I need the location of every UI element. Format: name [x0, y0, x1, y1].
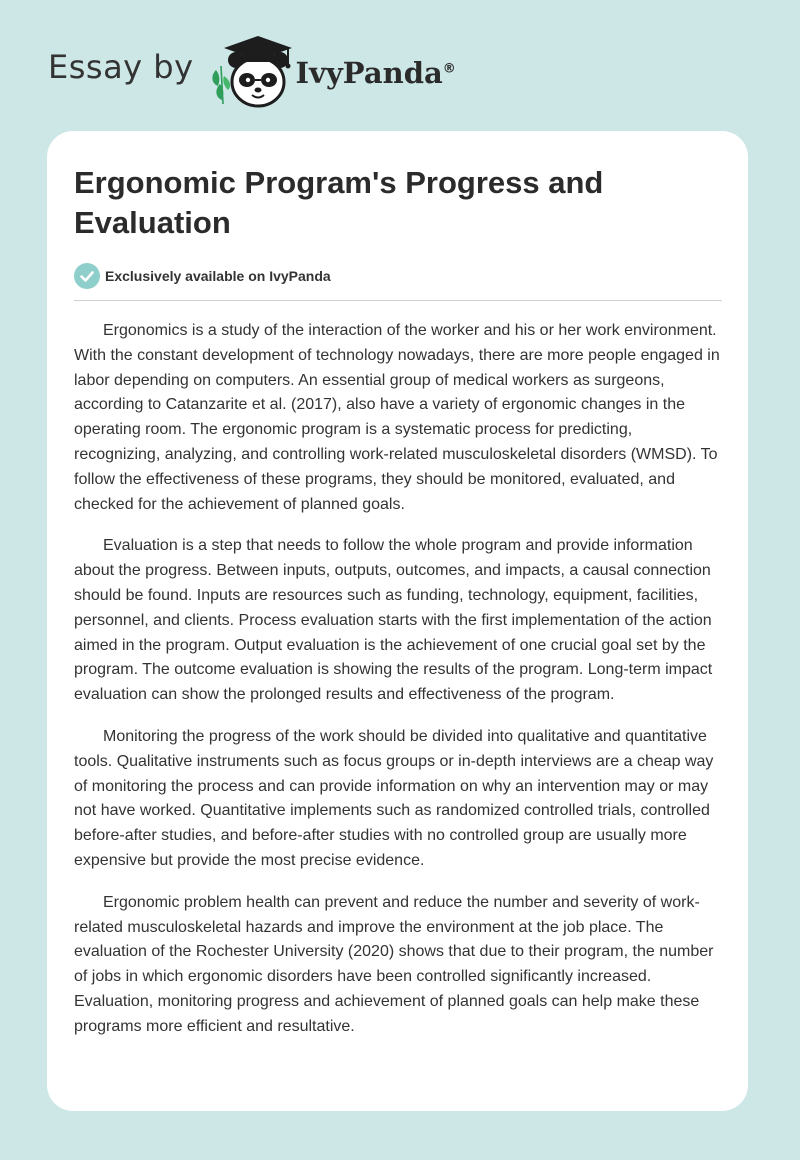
article-card [47, 131, 748, 1111]
paragraph: Ergonomic problem health can prevent and reduce the number and severity of work-related musculoskeletal hazards and improve the environment at the job place. The evaluation of the Rochester University (2020) shows that due to their program, the number of jobs in which ergonomic disorders have been controlled significantly increased. Evaluation, monitoring progress and achievement of planned goals can help make these programs more efficient and resultative. [74, 893, 714, 1035]
article-title: Ergonomic Program's Progress and Evaluation [74, 165, 604, 240]
checkmark-circle-icon [74, 263, 100, 289]
divider [74, 300, 722, 301]
article-body [74, 319, 722, 1040]
exclusive-badge-label: Exclusively available on IvyPanda [105, 268, 331, 284]
essay-by-label: Essay by [48, 48, 194, 86]
panda-logo-icon[interactable] [206, 30, 298, 110]
paragraph: Evaluation is a step that needs to follow the whole program and provide information about the progress. Between inputs, outputs, outcomes, and impacts, a causal connection should be found. Inputs are resources such as funding, technology, equipment, facilities, personnel, and clients. Process evaluation starts with the first implementation of the action aimed in the program. Output evaluation is the achievement of one crucial goal set by the program. The outcome evaluation is showing the results of the program. Long-term impact evaluation can show the prolonged results and effectiveness of the program. [74, 537, 713, 704]
brand-name[interactable] [296, 56, 456, 90]
site-header [48, 30, 456, 110]
exclusive-badge [74, 263, 722, 289]
brand-name-text: IvyPanda [295, 56, 443, 90]
paragraph: Monitoring the progress of the work should be divided into qualitative and quantitative tools. Qualitative instruments such as focus groups or in-depth interviews are a cheap way of monitoring the process and can provide information on why an intervention may or may not have worked. Quantitative implements such as randomized controlled trials, controlled before-after studies, and before-after studies with no controlled group are usually more expensive but provide the most precise evidence. [74, 727, 714, 869]
paragraph: Ergonomics is a study of the interaction of the worker and his or her work environment. With the constant development of technology nowadays, there are more people engaged in labor depending on computers. An essential group of medical workers as surgeons, according to Catanzarite et al. (2017), also have a variety of ergonomic changes in the operating room. The ergonomic program is a systematic process for predicting, recognizing, analyzing, and controlling work-related musculoskeletal disorders (WMSD). To follow the effectiveness of these programs, they should be monitored, evaluated, and checked for the achievement of planned goals. [74, 322, 720, 513]
trademark-symbol: ® [442, 61, 456, 77]
